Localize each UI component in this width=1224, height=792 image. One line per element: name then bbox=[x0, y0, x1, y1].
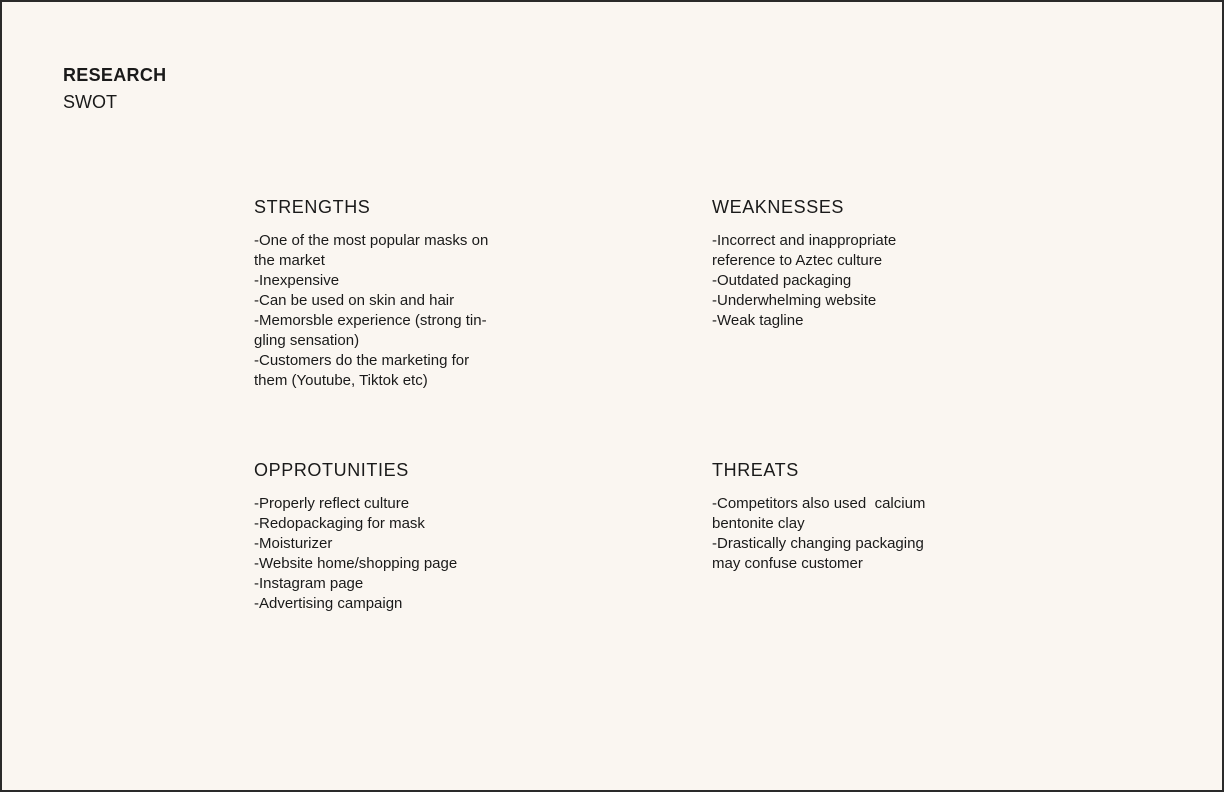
opportunities-heading: OPPROTUNITIES bbox=[254, 460, 409, 480]
list-item: -Properly reflect culture bbox=[254, 495, 410, 512]
list-item: -Incorrect and inappropriate bbox=[712, 232, 897, 249]
list-item: -Redopackaging for mask bbox=[254, 515, 425, 532]
list-item: -Drastically changing packaging bbox=[712, 535, 924, 552]
list-item: -Inexpensive bbox=[254, 272, 340, 289]
list-item: gling sensation) bbox=[254, 332, 360, 349]
list-item: -Moisturizer bbox=[254, 535, 333, 552]
opportunities-section bbox=[254, 458, 554, 614]
threats-heading: THREATS bbox=[712, 460, 799, 480]
strengths-heading: STRENGTHS bbox=[254, 197, 371, 217]
page-header bbox=[63, 62, 166, 116]
list-item: -Website home/shopping page bbox=[254, 555, 458, 572]
list-item: -Competitors also used calcium bbox=[712, 495, 926, 512]
list-item: -Advertising campaign bbox=[254, 595, 403, 612]
weaknesses-list bbox=[712, 231, 1012, 331]
weaknesses-section bbox=[712, 195, 1012, 331]
list-item: -Outdated packaging bbox=[712, 272, 852, 289]
list-item: -Instagram page bbox=[254, 575, 364, 592]
strengths-section bbox=[254, 195, 554, 391]
threats-section bbox=[712, 458, 1012, 574]
list-item: them (Youtube, Tiktok etc) bbox=[254, 372, 428, 389]
page-subtitle: SWOT bbox=[63, 92, 117, 112]
weaknesses-heading: WEAKNESSES bbox=[712, 197, 845, 217]
list-item: -One of the most popular masks on bbox=[254, 232, 489, 249]
list-item: -Underwhelming website bbox=[712, 292, 877, 309]
list-item: bentonite clay bbox=[712, 515, 805, 532]
list-item: the market bbox=[254, 252, 325, 269]
opportunities-list bbox=[254, 494, 554, 614]
threats-list bbox=[712, 494, 1012, 574]
list-item: -Memorsble experience (strong tin- bbox=[254, 312, 487, 329]
list-item: reference to Aztec culture bbox=[712, 252, 883, 269]
strengths-list bbox=[254, 231, 554, 391]
page-title: RESEARCH bbox=[63, 65, 167, 85]
list-item: -Customers do the marketing for bbox=[254, 352, 470, 369]
list-item: may confuse customer bbox=[712, 555, 863, 572]
list-item: -Weak tagline bbox=[712, 312, 804, 329]
list-item: -Can be used on skin and hair bbox=[254, 292, 455, 309]
